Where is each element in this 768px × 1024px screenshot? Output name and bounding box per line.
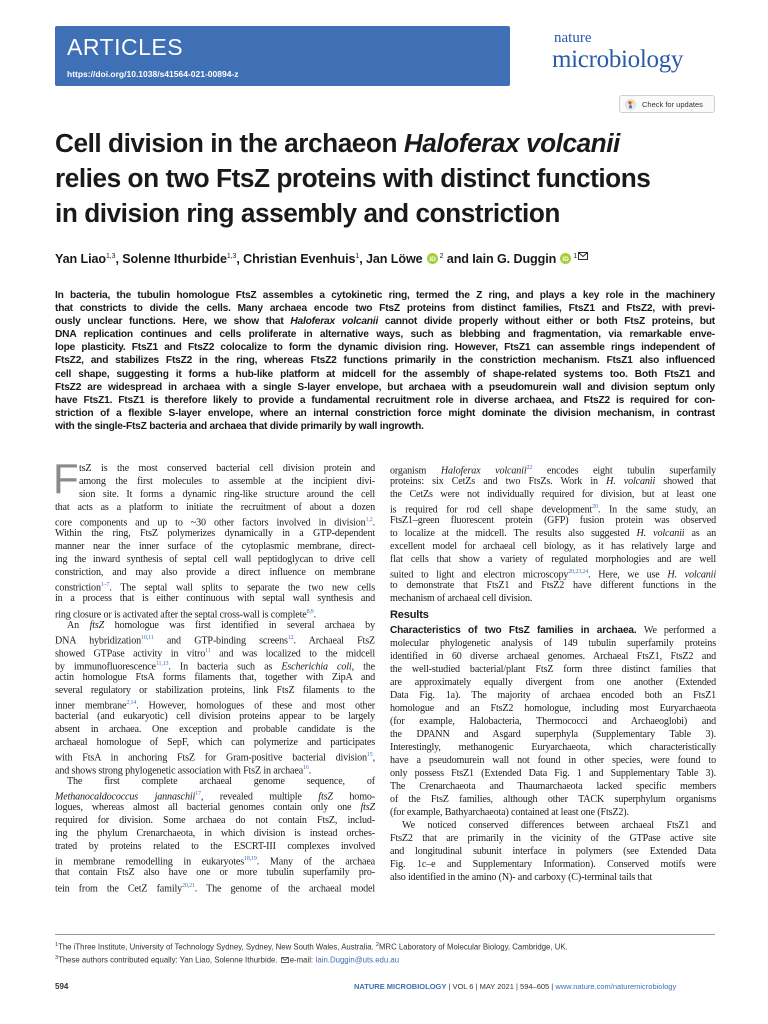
drop-cap: F	[53, 455, 79, 502]
body-text-line: with FtsA in anchoring FtsZ for Gram-positive bacterial division$^{15}$,	[55, 752, 375, 764]
footnote-divider	[55, 934, 715, 935]
body-text-line: is required for rod cell shape development$^{20}$. In the same study, an	[390, 504, 716, 516]
footer-url[interactable]: www.nature.com/naturemicrobiology	[555, 982, 677, 991]
affiliation-marker: 1	[573, 252, 578, 260]
body-text-line: tein from the CetZ family$^{20,21}$. The genome of the archaeal model	[55, 882, 375, 894]
body-text-line: suited to light and electron microscopy$^{20,23,24}$. Here, we use H. volcanii	[390, 569, 716, 581]
italic-term: Escherichia coli	[281, 661, 352, 673]
footer-journal: NATURE MICROBIOLOGY	[354, 982, 447, 991]
body-text-line: the CetZs were not individually required for division, but at least one	[390, 489, 716, 501]
abstract-line: with the single-FtsZ bacteria and archaea that divide primarily by wall ingrowth.	[55, 420, 424, 432]
italic-term: H. volcanii	[606, 476, 656, 488]
body-text-line: mechanism of archaeal cell division.	[390, 593, 533, 605]
affiliation-number: 2	[375, 942, 379, 948]
body-text-line: only possess FtsZ1 (Extended Data Fig. 1 and Supplementary Table 3).	[390, 768, 716, 780]
subsection-heading: Characteristics of two FtsZ families in archaea.	[390, 624, 644, 636]
affiliation-marker: 1,3	[226, 252, 237, 260]
abstract-line: have FtsZ1. FtsZ1 is therefore likely to provide a fundamental recruitment role in diverse archaea, and FtsZ2 is required for con-	[55, 394, 715, 406]
author-list	[55, 252, 735, 266]
affiliation-number: 3	[55, 955, 59, 962]
body-column-left	[53, 455, 376, 894]
title-text: Cell division in the archaeon	[55, 128, 404, 158]
journal-logo-line2: microbiology	[552, 46, 684, 73]
title-species-name: Haloferax volcanii	[403, 128, 620, 158]
author-name[interactable]: Yan Liao	[55, 252, 106, 266]
citation-ref[interactable]: 22	[526, 465, 533, 471]
citation-ref[interactable]: 18,19	[244, 856, 257, 863]
italic-term: H. volcanii	[667, 569, 716, 581]
body-text-line: required for division. Some archaea do not contain FtsZ, includ-	[55, 815, 375, 827]
abstract-line: DNA replication continues and cells proliferate in alternative ways, such as blebbing and fragmentation, via remarkable enve-	[55, 329, 715, 341]
author-name[interactable]: , Jan Löwe	[359, 252, 423, 266]
svg-text:iD: iD	[428, 255, 436, 263]
journal-logo-line1: nature	[554, 30, 592, 46]
check-updates-label: Check for updates	[642, 99, 703, 109]
body-text-line: We noticed conserved differences between archaeal FtsZ1 and	[402, 820, 716, 832]
body-text-line: ing the phylum Crenarchaeota, in which division is instead orches-	[55, 828, 375, 840]
body-text-line: showed GTPase activity in vitro$^{11}$ and was localized to the midcell	[55, 647, 375, 660]
body-text-line: DNA hybridization$^{10,11}$ and GTP-binding screens$^{12}$. Archaeal FtsZ	[55, 634, 375, 646]
citation-ref[interactable]: 17	[195, 791, 201, 798]
orcid-icon[interactable]	[560, 253, 571, 264]
body-text-line: manner near the inner surface of the cytoplasmic membrane, direct-	[55, 541, 375, 553]
author-name[interactable]: , Solenne Ithurbide	[115, 252, 227, 266]
body-text-line: absent in archaea. One exception and probable candidate is the	[55, 723, 375, 735]
body-text-line: in membrane remodelling in eukaryotes$^{18,19}$. Many of the archaea	[55, 856, 375, 868]
citation-ref[interactable]: 12	[287, 634, 294, 641]
title-line-2: relies on two FtsZ proteins with distinct functions	[55, 163, 651, 193]
citation-ref[interactable]: 20	[592, 504, 598, 511]
envelope-icon	[281, 957, 289, 963]
contribution-text: These authors contributed equally: Yan Liao, Solenne Ithurbide.	[58, 955, 280, 965]
affiliation-marker: 2	[439, 252, 444, 260]
email-link[interactable]: Iain.Duggin@uts.edu.au	[315, 955, 400, 965]
body-text-line: bacterial (and eukaryotic) cell division proteins appear to be largely	[55, 710, 375, 722]
section-label: ARTICLES	[67, 34, 184, 60]
body-text-line: Methanocaldococcus jannaschii$^{17}$, revealed multiple ftsZ homo-	[55, 791, 376, 803]
contributions-line	[55, 953, 715, 966]
body-text-line: An ftsZ homologue was first identified in several archaea by	[67, 619, 375, 631]
body-text-line: The Crenarchaeota and Thaumarchaeota lacked specific members	[390, 781, 716, 793]
body-text-line: sion site. It forms a dynamic ring-like structure around the cell	[79, 489, 375, 501]
body-text-line: have a pseudomurein wall not found in other species, were found to	[390, 754, 716, 766]
citation-ref[interactable]: 15	[366, 752, 373, 759]
section-heading-results: Results	[390, 608, 429, 621]
body-text-line: inner membrane$^{2,14}$. However, homologues of these and most other	[55, 699, 375, 712]
abstract-line: lope plasticity. FtsZ1 and FtsZ2 colocalize to form the dynamic division ring. However, FtsZ1 can assemble rings independent of	[55, 342, 715, 354]
body-text-line: the DPANN and Asgard superphyla (Supplementary Table 3).	[390, 728, 716, 740]
citation-ref[interactable]: 16	[303, 765, 309, 772]
article-title	[55, 126, 725, 231]
citation-ref[interactable]: 2,14	[126, 699, 137, 706]
citation-ref[interactable]: 11	[205, 647, 211, 654]
body-text-line: Within the ring, FtsZ polymerizes dynamically in a GTP-dependent	[55, 528, 375, 540]
check-for-updates-button[interactable]	[619, 95, 715, 113]
body-text-line: (for example, Halobacteria, Thermococci and Archaeoglobi) and	[390, 715, 716, 727]
body-text-line: and longitudinal subunit interface in polymers (see Extended Data	[390, 846, 716, 858]
journal-logo[interactable]	[540, 30, 720, 85]
body-text-line: logues, whereas almost all bacterial genomes contain only one ftsZ	[55, 802, 375, 814]
body-text-line: archaeal homologue of SepF, which can polymerize and participates	[55, 736, 375, 748]
email-label: e-mail:	[289, 955, 316, 965]
body-text-line: by immunofluorescence$^{11,13}$. In bacteria such as Escherichia coli, the	[55, 660, 375, 673]
body-text-line: to demonstrate that FtsZ1 and FtsZ2 have different functions in the	[390, 580, 716, 592]
affiliation-text: MRC Laboratory of Molecular Biology, Cambridge, UK.	[378, 942, 568, 952]
body-text-line: among the first molecules to assemble at the incipient divi-	[79, 476, 375, 488]
body-text-line: (for example, Bathyarchaeota) contained at least one (FtsZ2).	[390, 807, 629, 819]
italic-term: Haloferax volcanii	[440, 465, 527, 477]
abstract	[55, 289, 715, 433]
svg-text:iD: iD	[562, 255, 569, 263]
body-text-line: constriction$^{1-7}$. The septal wall splits to separate the two new cells	[55, 582, 375, 594]
envelope-icon[interactable]	[578, 252, 588, 260]
abstract-line: cell shape, suggesting it forms a hub-like platform at midcell for the assembly of shape-related systems too. Both FtsZ1 and	[55, 368, 715, 380]
body-text-line: identified in 60 diverse archaeal genomes. Archaeal FtsZ1, FtsZ2 and	[390, 650, 716, 662]
abstract-line: that constricts to divide the cells. Many archaea encode two FtsZ proteins from distinct families, FtsZ1 and FtsZ2, with previ-	[55, 303, 715, 315]
body-text-line: are approximately equally divergent from one another (Extended	[390, 676, 716, 688]
body-text-line: actin homologue FtsA forms filaments that, together with ZipA and	[55, 671, 375, 683]
abstract-line: striction of a flexible S-layer envelope, where an internal constriction force might dominate the division mechanism, in contrast	[55, 407, 715, 419]
italic-term: H. volcanii	[636, 528, 685, 540]
body-text-line: Characteristics of two FtsZ families in archaea. We performed a	[390, 624, 716, 636]
body-text-line: flat cells that show a variety of regulated morphologies and are well	[390, 554, 716, 566]
affiliation-text: The iThree Institute, University of Technology Sydney, Sydney, New South Wales, Australia.	[58, 942, 376, 952]
author-name[interactable]: and Iain G. Duggin	[443, 252, 557, 266]
body-text-line: excellent model for archaeal cell biology, as it has relatively large and	[390, 541, 716, 553]
body-text-line: the well-studied bacterial/plant FtsZ form three distinct families that	[390, 663, 716, 675]
italic-term: Haloferax volcanii	[290, 316, 379, 328]
body-text-line: Fig. 1c–e and Supplementary Information). Conserved motifs were	[390, 859, 716, 871]
body-text-line: trated by proteins related to the ESCRT-III complexes involved	[55, 841, 375, 853]
affiliations-line	[55, 940, 715, 953]
body-text-line: constriction, and may also provide a direct influence on membrane	[55, 567, 375, 579]
citation-ref[interactable]: 1,2	[365, 517, 373, 524]
italic-term: ftsZ	[89, 619, 105, 631]
author-name[interactable]: , Christian Evenhuis	[236, 252, 356, 266]
title-line-1	[55, 126, 725, 161]
orcid-icon[interactable]	[427, 253, 438, 264]
footer-citation	[354, 982, 714, 991]
body-text-line: and shows strong phylogenetic association with FtsZ in archaea$^{16}$.	[55, 765, 312, 777]
body-text-line: of the FtsZ families, although other TACK superphylum organisms	[390, 794, 716, 806]
body-text-line: that contain FtsZ also have one or more tubulin superfamily pro-	[55, 867, 375, 879]
footer-volume: | VOL 6 | MAY 2021 | 594–605 |	[446, 982, 556, 991]
footnotes	[55, 940, 715, 966]
body-text-line: tsZ is the most conserved bacterial cell division protein and	[79, 463, 375, 474]
check-updates-icon	[625, 99, 636, 110]
body-text-line: core components and up to ~30 other factors involved in division$^{1,2}$.	[55, 517, 375, 529]
citation-ref[interactable]: 8,9	[306, 608, 314, 615]
body-text-line: in a process that is either continuous with septal wall synthesis and	[55, 593, 375, 605]
page-number: 594	[55, 982, 69, 991]
body-text-line: proteins: six CetZs and two FtsZs. Work in H. volcanii showed that	[390, 476, 716, 488]
body-text-line: also identified in the amino (N)- and carboxy (C)-terminal tails that	[390, 872, 653, 884]
citation-ref[interactable]: 1–7	[100, 582, 110, 589]
body-text-line: FtsZ2 that are primarily in the vicinity of the GTPase active site	[390, 833, 716, 845]
body-text-line: The first complete archaeal genome sequence, of	[67, 776, 375, 788]
abstract-line: FtsZ2 are widespread in archaea with a single S-layer envelope, but archaea with a pseudomurein wall and division septum only	[55, 381, 715, 393]
citation-ref[interactable]: 20,23,24	[568, 569, 589, 576]
citation-ref[interactable]: 11,13	[155, 660, 169, 667]
affiliation-marker: 1	[355, 252, 360, 260]
body-text-line: that acts as a platform to initiate the recruitment of about a dozen	[55, 502, 375, 514]
body-text-line: FtsZ1–green fluorescent protein (GFP) fusion protein was observed	[390, 515, 716, 527]
abstract-line: ously unclear functions. Here, we show that Haloferax volcanii cannot divide properly without either or both FtsZ proteins, but	[55, 316, 715, 328]
title-line-3: in division ring assembly and constriction	[55, 198, 560, 228]
italic-term: ftsZ	[360, 802, 375, 814]
italic-term: ftsZ	[318, 791, 333, 803]
affiliation-number: 1	[55, 942, 59, 948]
body-text-line: to localize at the midcell. The results also suggested H. volcanii as an	[390, 528, 716, 540]
citation-ref[interactable]: 10,11	[141, 634, 154, 641]
body-text-line: molecular phylogenetic analysis of 149 tubulin superfamily proteins	[390, 637, 716, 649]
body-text-line: organism Haloferax volcanii$^{22}$ encodes eight tubulin superfamily	[390, 465, 716, 477]
affiliation-marker: 1,3	[106, 252, 116, 260]
body-text-line: ring closure or is activated after the septal cross-wall is complete$^{8,9}$.	[55, 608, 317, 620]
abstract-line: In bacteria, the tubulin homologue FtsZ assembles a cytokinetic ring, termed the Z ring, and plays a key role in the machinery	[55, 290, 715, 301]
body-text-line: several regulatory or stabilization proteins, link FtsZ filaments to the	[55, 684, 375, 696]
italic-term: Methanocaldococcus jannaschii	[55, 791, 196, 803]
citation-ref[interactable]: 20,21	[182, 882, 195, 889]
body-text-line: Data Fig. 1a). The majority of archaea encoded both an FtsZ1	[390, 689, 716, 701]
body-column-right	[390, 462, 716, 884]
body-text-line: Interestingly, methanogenic Euryarchaeota, which characteristically	[390, 741, 716, 753]
body-text-line: ing the inward synthesis of septal cell wall peptidoglycan to drive cell	[55, 554, 375, 566]
doi-link[interactable]: https://doi.org/10.1038/s41564-021-00894-z	[67, 69, 239, 79]
section-banner	[55, 26, 510, 86]
abstract-line: FtsZ2, and stabilizes FtsZ2 in the ring, whereas FtsZ2 functions primarily in the constriction mechanism. FtsZ1 also influenced	[55, 355, 715, 367]
body-text-line: homologue and an FtsZ2 homologue, including most Euryarchaeota	[390, 702, 716, 714]
